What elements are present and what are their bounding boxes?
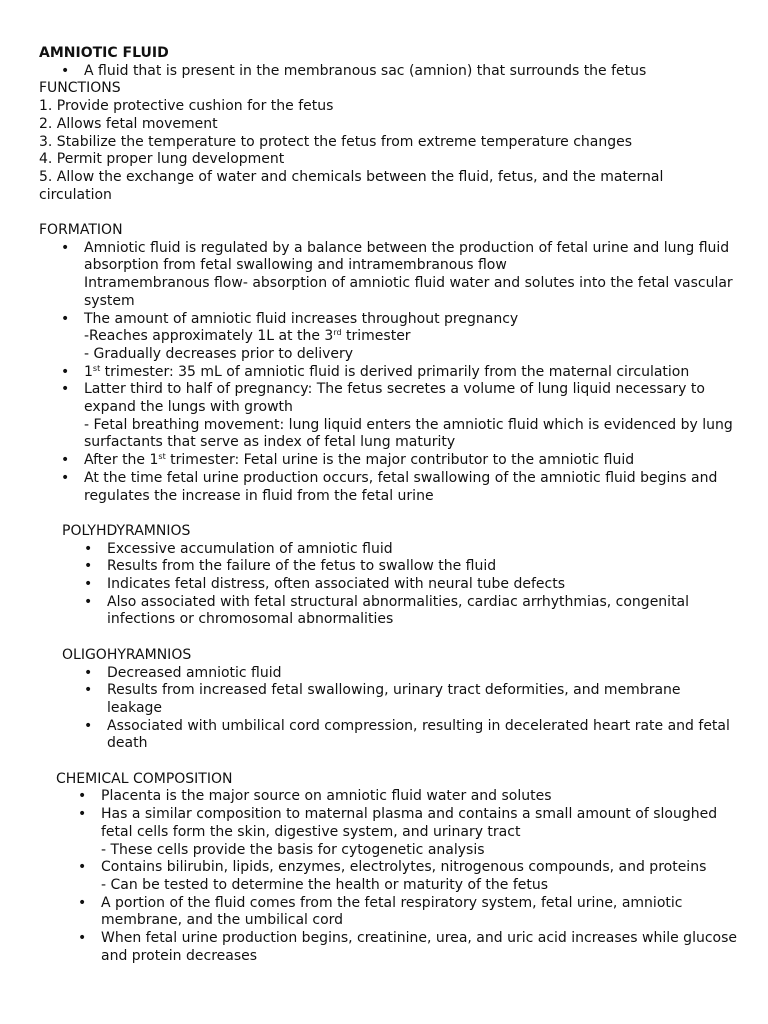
formation-bullet-4-text: Latter third to half of pregnancy: The fetus secretes a volume of lung liquid necessary to expand the lungs with growth — [84, 381, 705, 416]
list-item — [56, 806, 739, 859]
sub-pre: -Reaches approximately 1L at the 3 — [84, 328, 334, 345]
b5-post: trimester: Fetal urine is the major contributor to the amniotic fluid — [165, 452, 635, 469]
sup-st-2: st — [158, 452, 166, 462]
b5-pre: After the 1 — [84, 452, 159, 469]
spacer — [39, 204, 739, 222]
document-title: AMNIOTIC FLUID — [39, 45, 169, 61]
formation-bullet-4-sub: - Fetal breathing movement: lung liquid enters the amniotic fluid which is evidenced by lung surfactants that serve as index of fetal lung maturity — [84, 416, 733, 451]
function-item-5: 5. Allow the exchange of water and chemicals between the fluid, fetus, and the maternal circulation — [39, 168, 664, 203]
polyhydramnios-section — [62, 523, 739, 629]
polyhydramnios-list — [62, 541, 739, 630]
spacer — [39, 629, 739, 647]
function-item-3: 3. Stabilize the temperature to protect the fetus from extreme temperature changes — [39, 133, 633, 150]
document-content — [39, 45, 739, 966]
formation-bullet-2-sub-2: - Gradually decreases prior to delivery — [84, 345, 354, 362]
list-item: • Also associated with fetal structural abnormalities, cardiac arrhythmias, congenital infections or chromosomal abnormalities — [62, 594, 739, 629]
function-item-1: 1. Provide protective cushion for the fetus — [39, 98, 334, 115]
chemical-list — [56, 788, 739, 965]
list-item: • Placenta is the major source on amniotic fluid water and solutes — [56, 788, 739, 806]
chemical-heading: CHEMICAL COMPOSITION — [56, 770, 233, 787]
list-item — [56, 859, 739, 894]
list-item: • When fetal urine production begins, creatinine, urea, and uric acid increases while glucose and protein decreases — [56, 930, 739, 965]
chemical-bullet-3-sub: - Can be tested to determine the health or maturity of the fetus — [101, 876, 549, 893]
formation-list — [39, 240, 739, 506]
intro-list — [39, 63, 739, 81]
list-item: • Decreased amniotic fluid — [62, 665, 739, 683]
functions-heading: FUNCTIONS — [39, 80, 121, 97]
formation-bullet-6: • At the time fetal urine production occurs, fetal swallowing of the amniotic fluid begins and regulates the increase in fluid from the fetal urine — [39, 470, 739, 505]
formation-bullet-1 — [39, 240, 739, 311]
spacer — [39, 505, 739, 523]
list-item: • Excessive accumulation of amniotic fluid — [62, 541, 739, 559]
formation-bullet-3 — [39, 364, 739, 382]
formation-bullet-1-sub: Intramembranous flow- absorption of amniotic fluid water and solutes into the fetal vascular system — [84, 275, 733, 309]
function-item-2: 2. Allows fetal movement — [39, 115, 218, 132]
list-item: • A portion of the fluid comes from the fetal respiratory system, fetal urine, amniotic membrane, and the umbilical cord — [56, 895, 739, 930]
polyhydramnios-heading: POLYHDYRAMNIOS — [62, 522, 191, 539]
chemical-bullet-2-text: Has a similar composition to maternal plasma and contains a small amount of sloughed fetal cells form the skin, digestive system, and urinary tract — [101, 806, 718, 840]
chemical-bullet-3-text: Contains bilirubin, lipids, enzymes, electrolytes, nitrogenous compounds, and proteins — [101, 859, 707, 876]
oligohydramnios-section — [62, 647, 739, 753]
sub-post: trimester — [341, 328, 411, 345]
chemical-bullet-2-sub: - These cells provide the basis for cytogenetic analysis — [101, 841, 485, 858]
list-item: • Associated with umbilical cord compression, resulting in decelerated heart rate and fetal death — [62, 718, 739, 753]
sup-rd: rd — [333, 328, 342, 338]
formation-heading: FORMATION — [39, 222, 123, 239]
list-item: • Indicates fetal distress, often associated with neural tube defects — [62, 576, 739, 594]
spacer — [39, 753, 739, 771]
chemical-section — [56, 771, 739, 966]
oligohydramnios-heading: OLIGOHYRAMNIOS — [62, 646, 192, 663]
intro-bullet: • A fluid that is present in the membranous sac (amnion) that surrounds the fetus — [39, 63, 739, 81]
list-item: • Results from the failure of the fetus to swallow the fluid — [62, 558, 739, 576]
formation-bullet-2-sub-1 — [84, 328, 739, 346]
formation-bullet-5 — [39, 452, 739, 470]
sup-st: st — [92, 363, 101, 373]
list-item: • Results from increased fetal swallowing, urinary tract deformities, and membrane leakage — [62, 682, 739, 717]
b3-post: trimester: 35 mL of amniotic fluid is derived primarily from the maternal circulation — [100, 363, 690, 380]
oligohydramnios-list — [62, 665, 739, 754]
function-item-4: 4. Permit proper lung development — [39, 151, 285, 168]
formation-bullet-1-text: Amniotic fluid is regulated by a balance between the production of fetal urine and lung fluid absorption from fetal swallowing and intramembranous flow — [84, 239, 730, 274]
b3-pre: 1 — [84, 363, 93, 380]
formation-bullet-2-text: The amount of amniotic fluid increases throughout pregnancy — [84, 310, 519, 327]
formation-bullet-2 — [39, 311, 739, 364]
formation-bullet-4 — [39, 381, 739, 452]
